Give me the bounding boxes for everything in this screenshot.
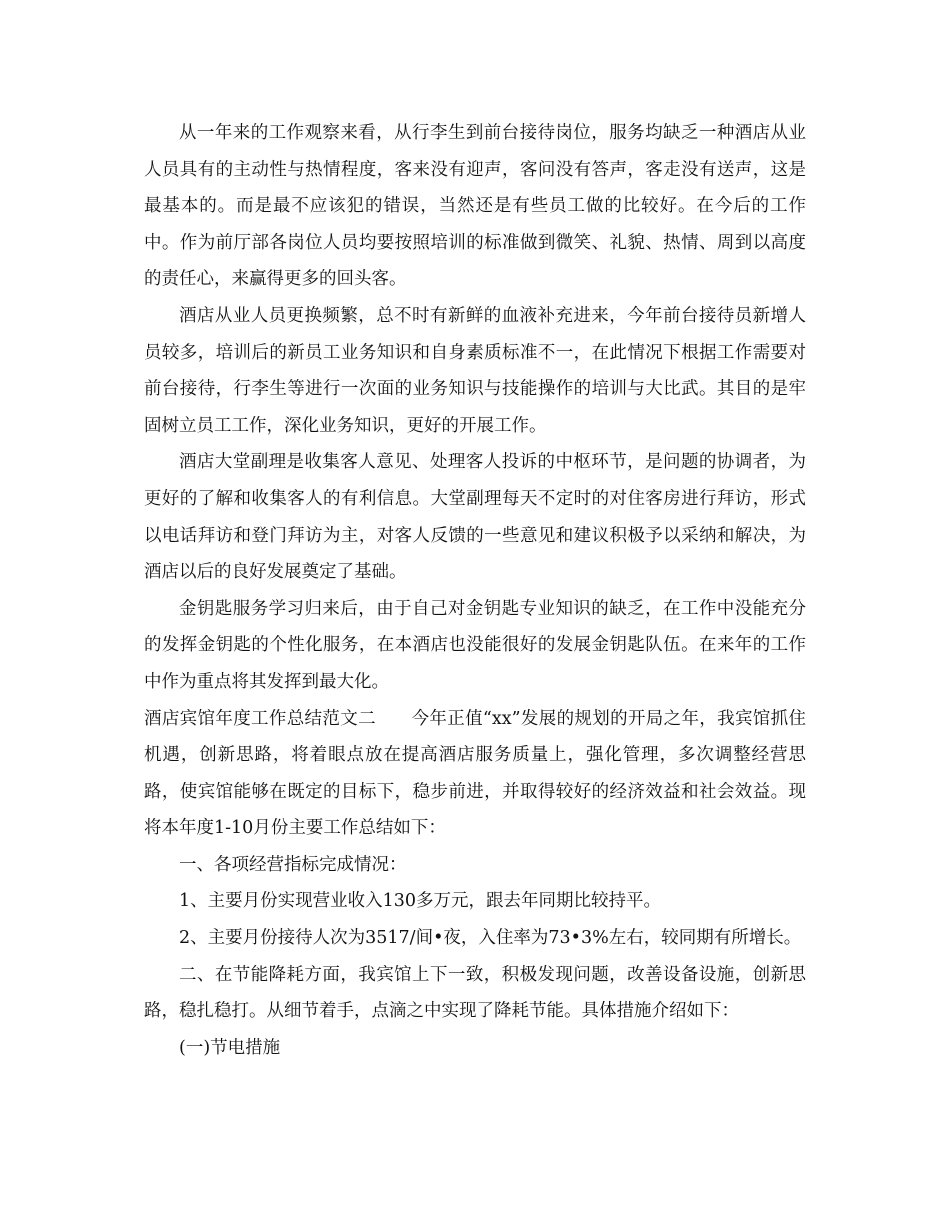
paragraph-lobby-manager: 酒店大堂副理是收集客人意见、处理客人投诉的中枢环节，是问题的协调者，为更好的了解和收集客人的有利信息。大堂副理每天不定时的对住客房进行拜访，形式以电话拜访和登门拜访为主，对客人反馈的一些意见和建议积极予以采纳和解决，为酒店以后的良好发展奠定了基础。 xyxy=(144,452,806,583)
paragraph-energy-saving: 二、在节能降耗方面，我宾馆上下一致，积极发现问题，改善设备设施，创新思路，稳扎稳打。从细节着手，点滴之中实现了降耗节能。具体措施介绍如下： xyxy=(144,964,806,1022)
paragraph-work-observation: 从一年来的工作观察来看，从行李生到前台接待岗位，服务均缺乏一种酒店从业人员具有的主动性与热情程度，客来没有迎声，客问没有答声，客走没有送声，这是最基本的。而是最不应该犯的错误，当然还是有些员工做的比较好。在今后的工作中。作为前厅部各岗位人员均要按照培训的标准做到微笑、礼貌、热情、周到以高度的责任心，来赢得更多的回头客。 xyxy=(144,123,806,290)
document-page xyxy=(144,115,806,1066)
list-item-revenue: 1、主要月份实现营业收入130多万元，跟去年同期比较持平。 xyxy=(179,891,662,912)
paragraph-summary-two-intro: 酒店宾馆年度工作总结范文二 今年正值“xx”发展的规划的开局之年，我宾馆抓住机遇，创新思路，将着眼点放在提高酒店服务质量上，强化管理，多次调整经营思路，使宾馆能够在既定的目标下，稳步前进，并取得较好的经济效益和社会效益。现将本年度1-10月份主要工作总结如下： xyxy=(144,708,806,839)
paragraph-golden-key: 金钥匙服务学习归来后，由于自己对金钥匙专业知识的缺乏，在工作中没能充分的发挥金钥匙的个性化服务，在本酒店也没能很好的发展金钥匙队伍。在来年的工作中作为重点将其发挥到最大化。 xyxy=(144,598,806,692)
paragraph-staff-turnover: 酒店从业人员更换频繁，总不时有新鲜的血液补充进来，今年前台接待员新增人员较多，培训后的新员工业务知识和自身素质标准不一，在此情况下根据工作需要对前台接待，行李生等进行一次面的业务知识与技能操作的培训与大比武。其目的是牢固树立员工工作，深化业务知识，更好的开展工作。 xyxy=(144,305,806,436)
heading-business-indicators: 一、各项经营指标完成情况： xyxy=(179,854,407,875)
heading-electricity-measures: (一)节电措施 xyxy=(179,1037,281,1058)
list-item-occupancy: 2、主要月份接待人次为3517/间•夜，入住率为73•3%左右，较同期有所增长。 xyxy=(179,928,802,949)
